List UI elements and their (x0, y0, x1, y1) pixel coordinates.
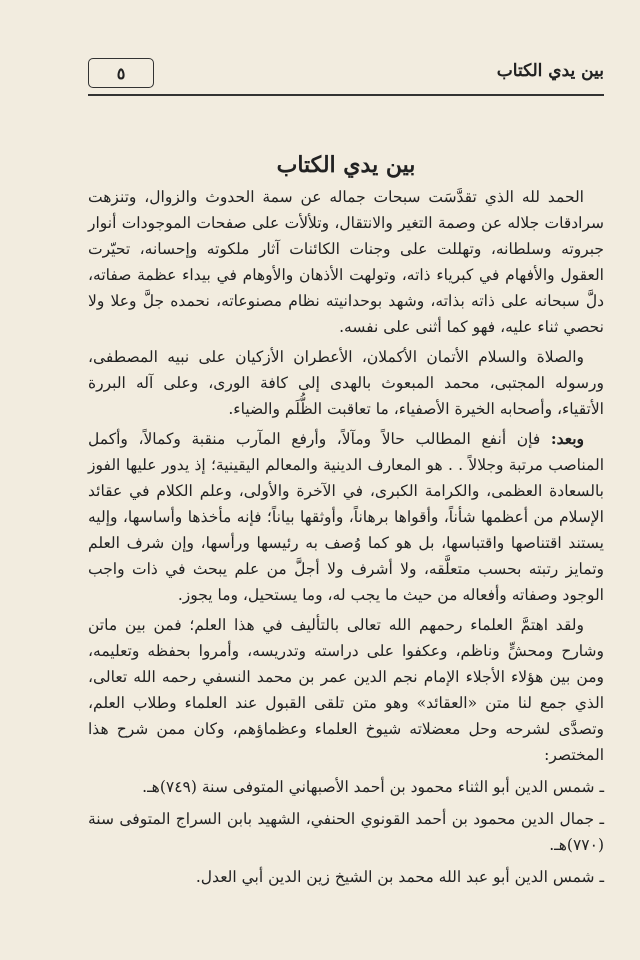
paragraph-1: الحمد لله الذي تقدَّسَت سبحات جماله عن سمة الحدوث والزوال، وتنزهت سرادقات جلاله عن وصمة التغير والانتقال، وتلألأت على صفحات الموجودات أنوار جبروته وسلطانه، وتهللت على وجنات الكائنات آثار ملكوته وإحسانه، تحيّرت العقول والأفهام في كبرياء ذاته، وتولهت الأذهان والأوهام في بيداء عظمة صفاته، دلَّ سبحانه على ذاته بذاته، وشهد بوحدانيته نظام مصنوعاته، نحمده جلَّ وعلا ولا نحصي ثناء عليه، فهو كما أثنى على نفسه. (88, 188, 604, 336)
paragraph-3-text: فإن أنفع المطالب حالاً ومآلاً، وأرفع المآرب منقبة وكمالاً، وأكمل المناصب مرتبة وجلالاً . . هو المعارف الدينية والمعالم اليقينية؛ إذ يدور عليها الفوز بالسعادة العظمى، والكرامة الكبرى، في الآخرة والأولى، وعلم الكلام في عقائد الإسلام من أعظمها شأناً، وأقواها برهاناً، وأوثقها بياناً؛ فإنه مأخذها وأساسها، وإليه يستند اقتناصها واقتباسها، بل هو كما وُصف به رئيسها ورأسها، وإن شرف العلم وتمايز رتبته بحسب متعلَّقه، ولا أشرف ولا أجلَّ من علم يبحث في ذات واجب الوجود وصفاته وأفعاله من حيث ما يجب له، وما يستحيل، وما يجوز. (88, 430, 604, 604)
page-header (88, 58, 604, 92)
section-title: بين يدي الكتاب (276, 152, 416, 178)
paragraph-3 (88, 426, 604, 608)
list-item-2: ـ جمال الدين محمود بن أحمد القونوي الحنفي، الشهيد بابن السراج المتوفى سنة (٧٧٠)هـ. (88, 810, 604, 854)
body-text (88, 184, 604, 894)
paragraph-2: والصلاة والسلام الأتمان الأكملان، الأعطران الأزكيان على نبيه المصطفى، ورسوله المجتبى، محمد المبعوث بالهدى إلى كافة الورى، وعلى آله البررة الأتقياء، وأصحابه الخيرة الأصفياء، ما تعاقبت الظُّلَم والضياء. (88, 348, 604, 418)
list-item-3: ـ شمس الدين أبو عبد الله محمد بن الشيخ زين الدين أبي العدل. (195, 868, 604, 886)
paragraph-4: ولقد اهتمَّ العلماء رحمهم الله تعالى بالتأليف في هذا العلم؛ فمن بين ماتن وشارح ومحشٍّ وناظم، وعكفوا على دراسته وتدريسه، وأمروا بحفظه وتعليمه، ومن بين هؤلاء الأجلاء الإمام نجم الدين عمر بن محمد النسفي رحمه الله تعالى، الذي جمع لنا متن «العقائد» وهو متن تلقى القبول عند العلماء وطلاب العلم، وتصدَّى لشرحه وحل معضلاته شيوخ العلماء وعظماؤهم، وكان ممن شرح هذا المختصر: (88, 616, 604, 764)
page-number-box (88, 58, 154, 88)
list-item-1: ـ شمس الدين أبو الثناء محمود بن أحمد الأصبهاني المتوفى سنة (٧٤٩)هـ. (142, 778, 604, 796)
lead-word: وبعد: (550, 429, 584, 448)
running-title: بين يدي الكتاب (496, 61, 604, 81)
header-rule (88, 94, 604, 96)
page-number: ٥ (116, 63, 126, 83)
